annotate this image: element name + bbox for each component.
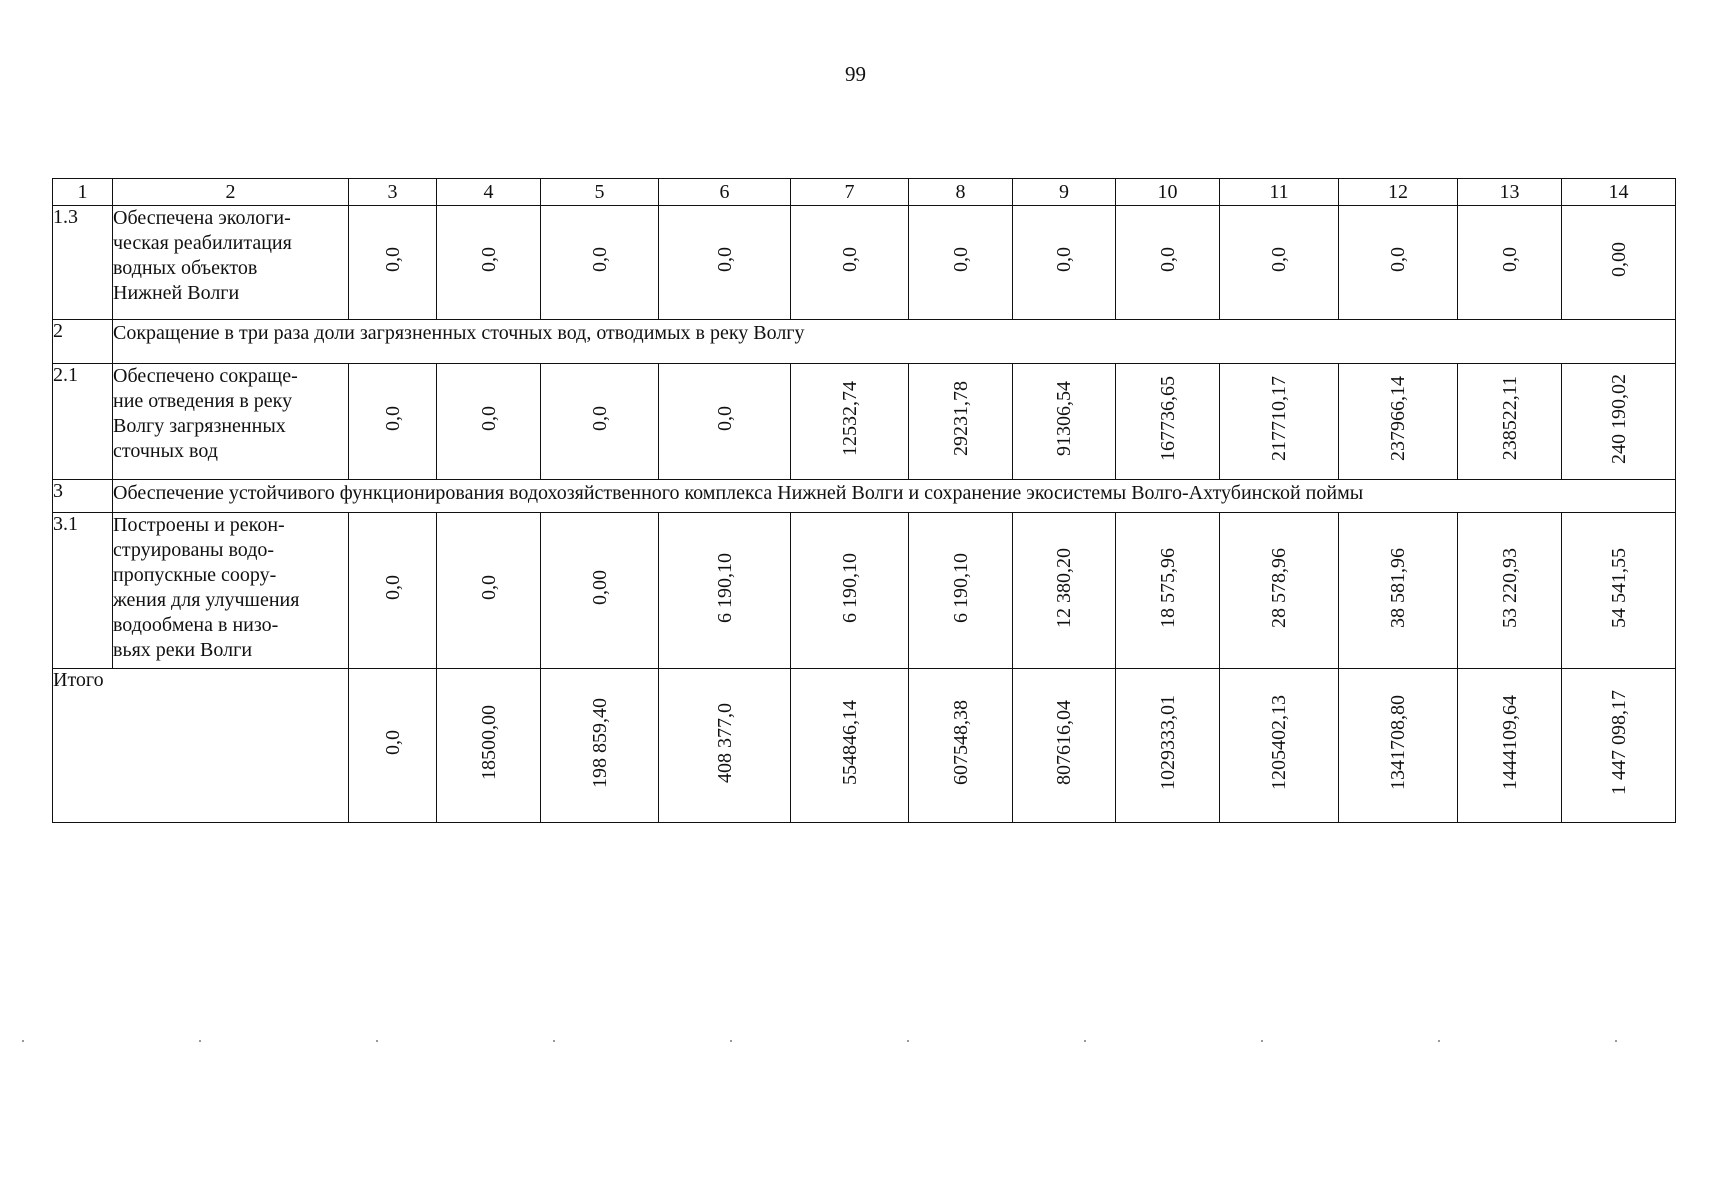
value-cell (1220, 669, 1339, 823)
column-number-cell: 6 (659, 179, 791, 206)
value-cell (1220, 206, 1339, 320)
value-cell (349, 364, 437, 480)
column-number-cell: 14 (1562, 179, 1676, 206)
value-cell (541, 669, 659, 823)
total-label: Итого (53, 669, 349, 823)
value-cell (541, 513, 659, 669)
value-cell (1013, 364, 1116, 480)
value-cell (349, 513, 437, 669)
column-number-cell: 3 (349, 179, 437, 206)
description-line: струированы водо- (113, 539, 275, 561)
row-code: 2.1 (53, 364, 113, 480)
value-text: 237966,14 (1387, 376, 1409, 461)
row-description (113, 206, 349, 320)
value-cell (909, 669, 1013, 823)
value-cell (1013, 206, 1116, 320)
value-cell (1562, 669, 1676, 823)
value-text: 6 190,10 (949, 552, 972, 623)
table-body (53, 179, 1676, 823)
value-text: 1341708,80 (1387, 695, 1409, 790)
value-cell (1116, 669, 1220, 823)
description-line: ческая реабилитация (113, 232, 292, 254)
value-text: 28 578,96 (1268, 547, 1290, 628)
value-text: 1 447 098,17 (1607, 690, 1630, 795)
value-text: 6 190,10 (838, 552, 861, 623)
value-text: 0,0 (477, 575, 500, 600)
value-text: 0,0 (381, 247, 404, 272)
value-text: 0,0 (477, 247, 500, 272)
section-code: 2 (53, 320, 113, 364)
value-cell (1116, 364, 1220, 480)
value-cell (349, 669, 437, 823)
column-number-row (53, 179, 1676, 206)
value-text: 167736,65 (1156, 376, 1179, 461)
value-text: 53 220,93 (1498, 547, 1521, 628)
column-number-cell: 8 (909, 179, 1013, 206)
value-text: 54 541,55 (1607, 547, 1630, 628)
value-cell (1339, 206, 1458, 320)
value-text: 554846,14 (838, 700, 861, 785)
table-row (53, 206, 1676, 320)
description-line: Нижней Волги (113, 282, 240, 304)
value-text: 38 581,96 (1387, 547, 1409, 628)
total-row (53, 669, 1676, 823)
row-code: 1.3 (53, 206, 113, 320)
row-code: 3.1 (53, 513, 113, 669)
column-number-cell: 7 (791, 179, 909, 206)
description-line: водных объектов (113, 257, 258, 279)
value-text: 12 380,20 (1053, 547, 1075, 628)
value-text: 0,0 (381, 406, 404, 431)
value-cell (1220, 513, 1339, 669)
section-row (53, 480, 1676, 513)
value-cell (1458, 206, 1562, 320)
value-text: 408 377,0 (713, 702, 736, 783)
value-cell (791, 669, 909, 823)
column-number-cell: 12 (1339, 179, 1458, 206)
description-line: сточных вод (113, 440, 218, 462)
value-cell (1220, 364, 1339, 480)
value-cell (1562, 364, 1676, 480)
value-text: 0,0 (588, 406, 611, 431)
column-number-cell: 5 (541, 179, 659, 206)
value-text: 0,0 (1387, 247, 1409, 272)
value-text: 240 190,02 (1607, 373, 1630, 464)
scan-dot (199, 1040, 201, 1042)
value-text: 0,0 (1053, 247, 1075, 272)
column-number-cell: 13 (1458, 179, 1562, 206)
row-description (113, 513, 349, 669)
scan-dot (553, 1040, 555, 1042)
value-cell (1013, 513, 1116, 669)
data-table (52, 178, 1676, 823)
description-line: пропускные соору- (113, 564, 277, 586)
scan-dot-artifacts (0, 1040, 1711, 1042)
value-cell (437, 364, 541, 480)
value-text: 0,00 (1607, 242, 1630, 277)
value-text: 18 575,96 (1156, 547, 1179, 628)
value-cell (1339, 669, 1458, 823)
description-line: водообмена в низо- (113, 614, 279, 636)
value-text: 29231,78 (949, 381, 972, 456)
row-description (113, 364, 349, 480)
value-cell (541, 206, 659, 320)
scan-dot (730, 1040, 732, 1042)
column-number-cell: 10 (1116, 179, 1220, 206)
value-cell (659, 364, 791, 480)
value-text: 0,0 (1498, 247, 1521, 272)
scan-dot (907, 1040, 909, 1042)
value-cell (349, 206, 437, 320)
value-cell (1458, 364, 1562, 480)
value-cell (659, 513, 791, 669)
section-title: Обеспечение устойчивого функционирования водохозяйственного комплекса Нижней Волги и сохранение экосистемы Волго-Ахтубинской поймы (113, 480, 1676, 513)
value-cell (791, 364, 909, 480)
value-cell (1116, 206, 1220, 320)
value-text: 1205402,13 (1268, 695, 1290, 790)
page-number: 99 (845, 62, 866, 86)
value-cell (791, 513, 909, 669)
description-line: жения для улучшения (113, 589, 300, 611)
description-line: ние отведения в реку (113, 390, 293, 412)
section-title: Сокращение в три раза доли загрязненных сточных вод, отводимых в реку Волгу (113, 320, 1676, 364)
value-text: 607548,38 (949, 700, 972, 785)
description-line: Волгу загрязненных (113, 415, 286, 437)
value-cell (1562, 206, 1676, 320)
value-cell (1339, 364, 1458, 480)
scan-dot (1615, 1040, 1617, 1042)
column-number-cell: 2 (113, 179, 349, 206)
scan-dot (1084, 1040, 1086, 1042)
value-cell (1458, 513, 1562, 669)
value-text: 0,0 (713, 247, 736, 272)
value-text: 0,0 (381, 730, 404, 755)
value-cell (437, 513, 541, 669)
value-text: 0,0 (949, 247, 972, 272)
scan-dot (1438, 1040, 1440, 1042)
value-cell (909, 513, 1013, 669)
value-cell (1562, 513, 1676, 669)
column-number-cell: 11 (1220, 179, 1339, 206)
value-cell (1339, 513, 1458, 669)
value-cell (437, 669, 541, 823)
description-line: Построены и рекон- (113, 514, 285, 536)
value-text: 198 859,40 (588, 697, 611, 788)
value-cell (791, 206, 909, 320)
column-number-cell: 1 (53, 179, 113, 206)
description-line: Обеспечена экологи- (113, 207, 291, 229)
value-cell (1116, 513, 1220, 669)
value-cell (909, 206, 1013, 320)
description-line: вьях реки Волги (113, 639, 253, 661)
value-cell (659, 669, 791, 823)
value-text: 238522,11 (1498, 376, 1521, 461)
table-row (53, 364, 1676, 480)
table-row (53, 513, 1676, 669)
value-cell (1013, 669, 1116, 823)
value-text: 0,0 (1268, 247, 1290, 272)
description-line: Обеспечено сокраще- (113, 365, 298, 387)
value-text: 0,0 (1156, 247, 1179, 272)
value-cell (437, 206, 541, 320)
section-row (53, 320, 1676, 364)
scan-dot (376, 1040, 378, 1042)
value-cell (659, 206, 791, 320)
value-text: 0,0 (477, 406, 500, 431)
value-text: 1444109,64 (1498, 695, 1521, 790)
value-text: 6 190,10 (713, 552, 736, 623)
value-text: 0,0 (838, 247, 861, 272)
value-text: 0,0 (588, 247, 611, 272)
value-text: 12532,74 (838, 381, 861, 456)
value-cell (909, 364, 1013, 480)
value-text: 0,00 (588, 570, 611, 605)
value-text: 0,0 (381, 575, 404, 600)
value-text: 217710,17 (1268, 376, 1290, 461)
value-text: 807616,04 (1053, 700, 1075, 785)
column-number-cell: 4 (437, 179, 541, 206)
value-text: 91306,54 (1053, 381, 1075, 456)
value-text: 18500,00 (477, 705, 500, 780)
value-cell (541, 364, 659, 480)
section-code: 3 (53, 480, 113, 513)
column-number-cell: 9 (1013, 179, 1116, 206)
value-cell (1458, 669, 1562, 823)
value-text: 0,0 (713, 406, 736, 431)
scan-dot (22, 1040, 24, 1042)
scan-dot (1261, 1040, 1263, 1042)
value-text: 1029333,01 (1156, 695, 1179, 790)
